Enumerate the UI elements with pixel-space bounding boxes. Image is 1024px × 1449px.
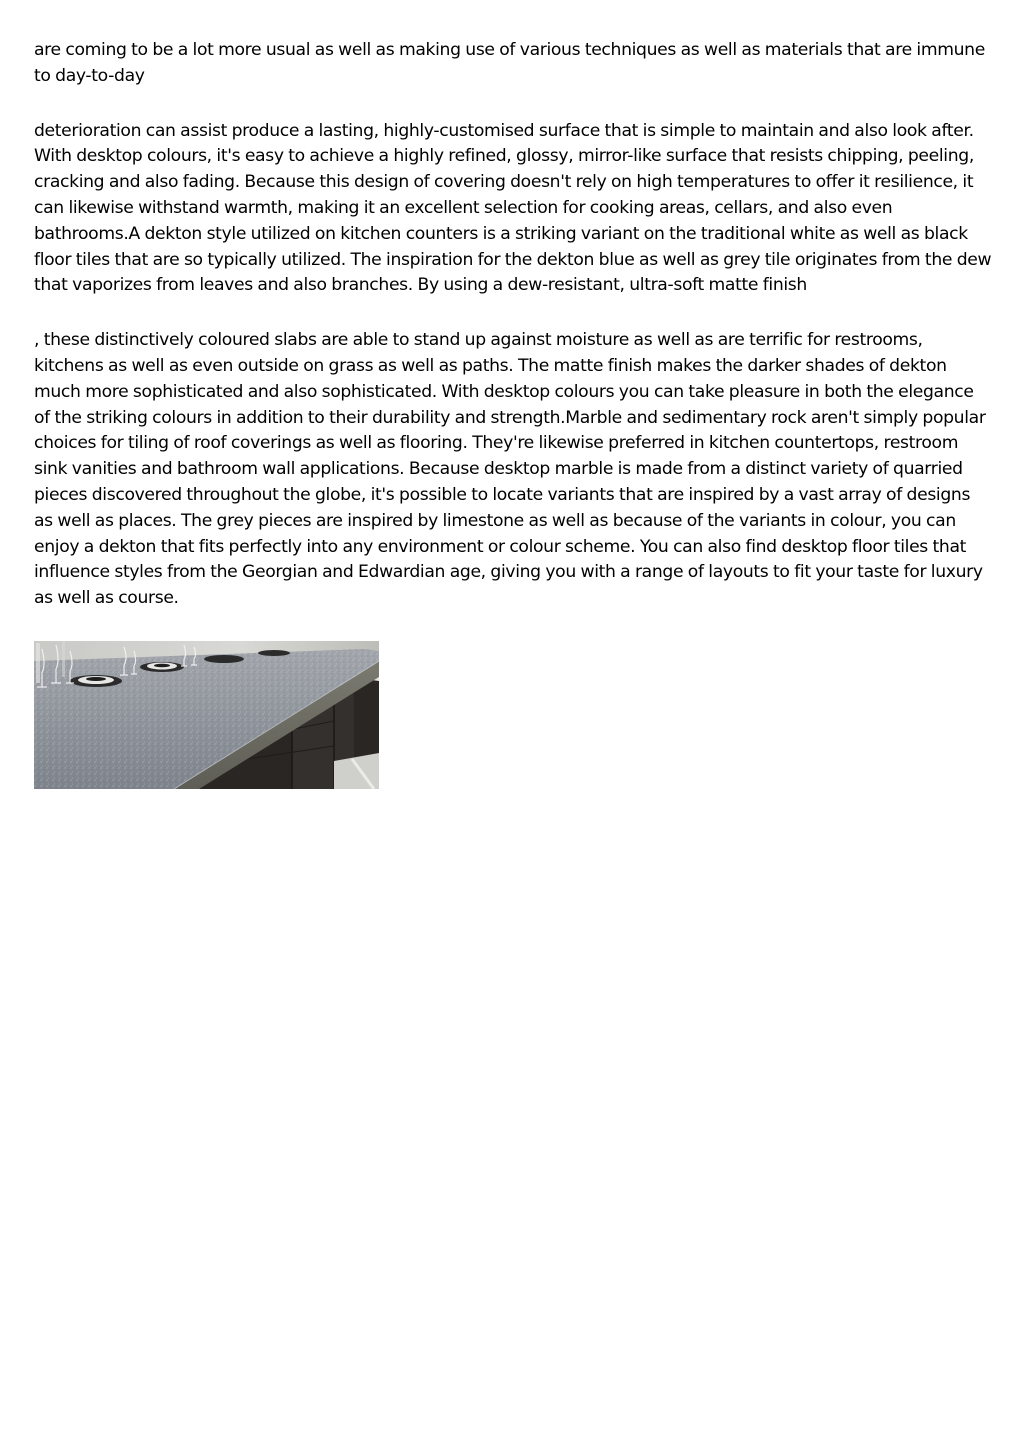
paragraph-2: deterioration can assist produce a lasting, highly-customised surface that is simple to maintain and also look after. With desktop colours, it's easy to achieve a highly refined, glossy, mirror-like surface that resists chipping, peeling, cracking and also fading. Because this design of covering doesn't rely on high temperatures to offer it resilience, it can likewise withstand warmth, making it an excellent selection for cooking areas, cellars, and also even bathrooms.A dekton style utilized on kitchen counters is a striking variant on the traditional white as well as black floor tiles that are so typically utilized. The inspiration for the dekton blue as well as grey tile originates from the dew that vaporizes from leaves and also branches. By using a dew-resistant, ultra-soft matte finish — [34, 120, 992, 296]
paragraph-1: are coming to be a lot more usual as well as making use of various techniques as well as materials that are immune to day-to-day — [34, 40, 985, 86]
paragraph-3: , these distinctively coloured slabs are able to stand up against moisture as well as are terrific for restrooms, kitchens as well as even outside on grass as well as paths. The matte finish makes the darker shades of dekton much more sophisticated and also sophisticated. With desktop colours you can take pleasure in both the elegance of the striking colours in addition to their durability and strength.Marble and sedimentary rock aren't simply popular choices for tiling of roof coverings as well as flooring. They're likewise preferred in kitchen countertops, restroom sink vanities and bathroom wall applications. Because desktop marble is made from a distinct variety of quarried pieces discovered throughout the globe, it's possible to locate variants that are inspired by a vast array of designs as well as places. The grey pieces are inspired by limestone as well as because of the variants in colour, you can enjoy a dekton that fits perfectly into any environment or colour scheme. You can also find desktop floor tiles that influence styles from the Georgian and Edwardian age, giving you with a range of layouts to fit your taste for luxury as well as course. — [34, 330, 986, 609]
kitchen-countertop-photo — [34, 641, 379, 789]
document-page — [34, 38, 992, 789]
